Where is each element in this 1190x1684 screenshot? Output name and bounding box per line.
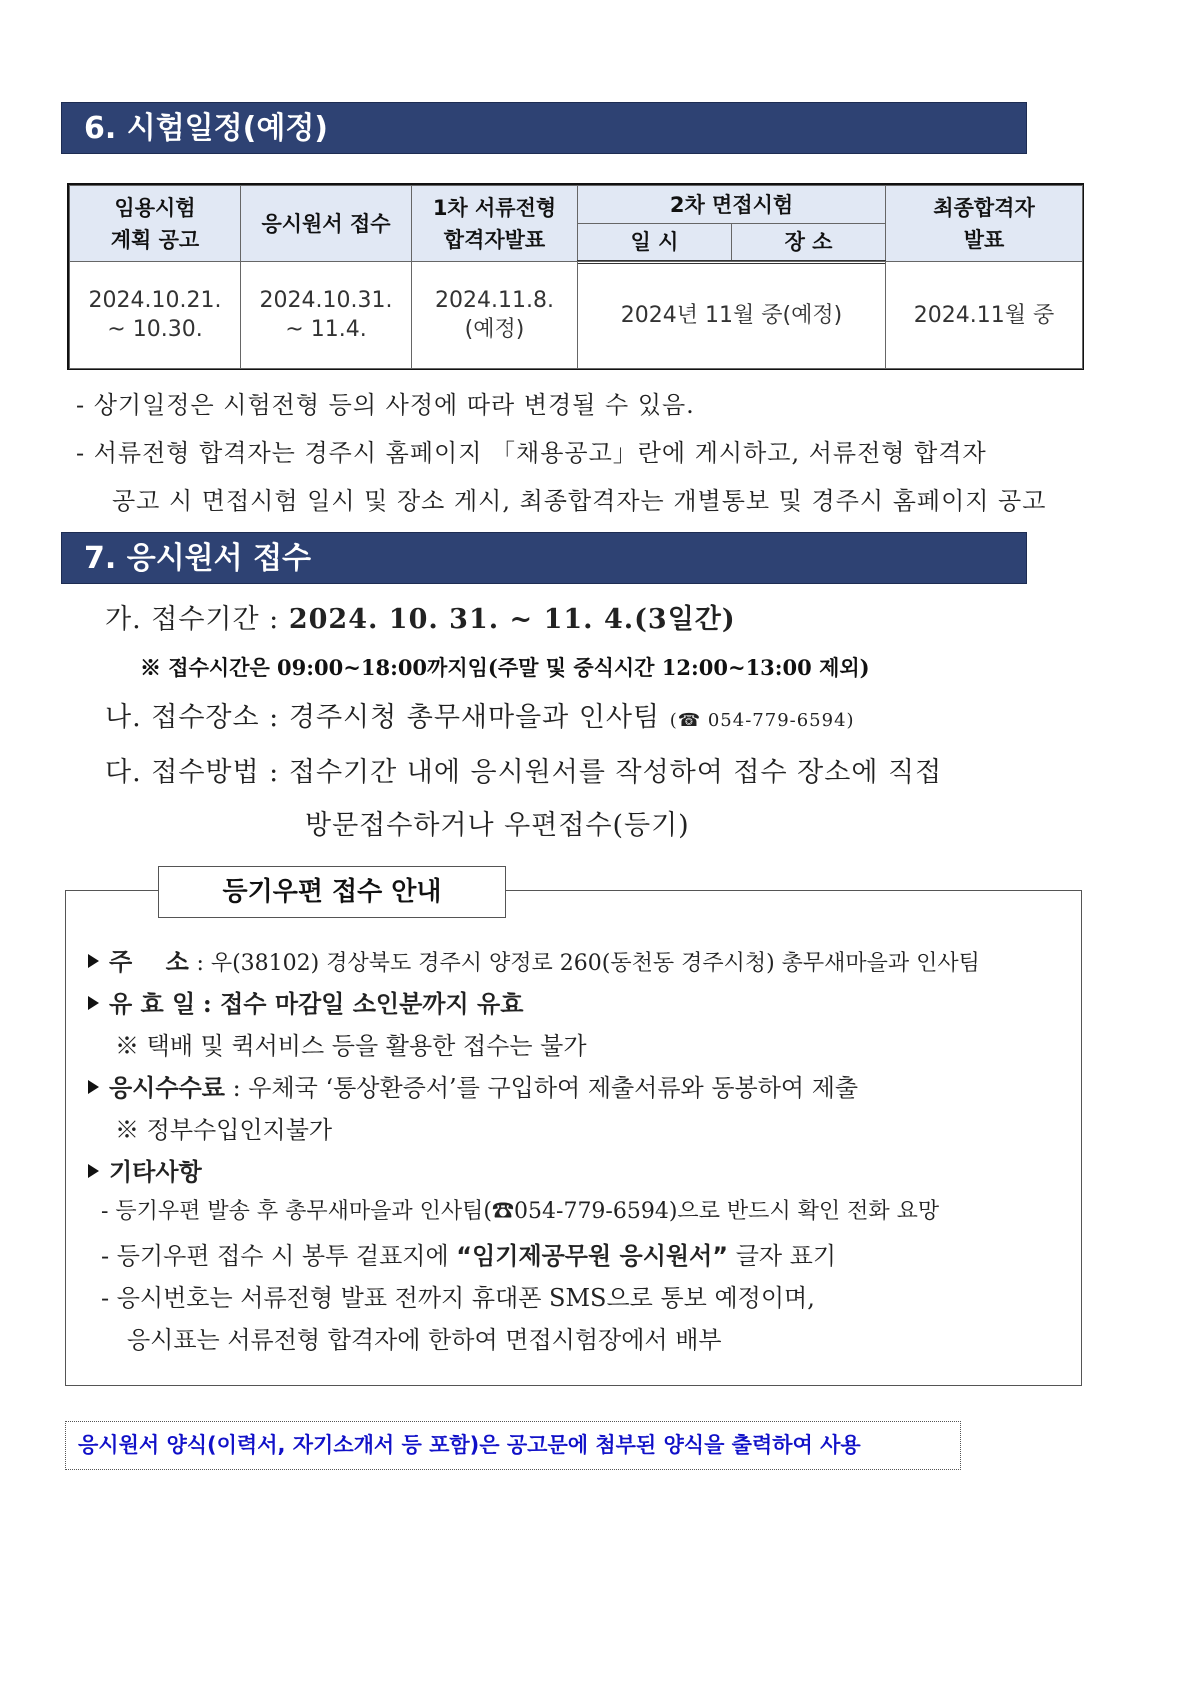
mail-etc-4: 응시표는 서류전형 합격자에 한하여 면접시험장에서 배부 <box>127 1326 722 1354</box>
schedule-note-1: - 상기일정은 시험전형 등의 사정에 따라 변경될 수 있음. <box>76 391 695 419</box>
triangle-bullet-icon <box>88 1164 99 1178</box>
receipt-place-label: 나. 접수장소 : <box>105 702 280 733</box>
receipt-period-label: 가. 접수기간 : <box>105 604 280 635</box>
header-application-receipt: 응시원서 접수 <box>241 186 412 262</box>
cell-interview: 2024년 11월 중(예정) <box>578 262 886 369</box>
mail-fee-note: ※ 정부수입인지불가 <box>115 1116 333 1144</box>
cell-final-result: 2024.11월 중 <box>886 262 1083 369</box>
schedule-table <box>67 183 1084 370</box>
mail-address <box>88 942 980 977</box>
mail-valid-label: 유 효 일 <box>109 990 196 1018</box>
mail-fee-value: : 우체국 ‘통상환증서’를 구입하여 제출서류와 동봉하여 제출 <box>232 1074 859 1102</box>
section-6-title-bar <box>61 102 1027 154</box>
triangle-bullet-icon <box>88 954 99 968</box>
mail-etc-2-emphasis: “임기제공무원 응시원서” <box>456 1242 729 1270</box>
mail-etc-2-suffix: 글자 표기 <box>735 1242 837 1270</box>
receipt-place-phone: (☎ 054-779-6594) <box>669 710 855 731</box>
receipt-method-line2: 방문접수하거나 우편접수(등기) <box>305 810 690 841</box>
mail-fee-label: 응시수수료 <box>109 1074 225 1102</box>
receipt-time-note: ※ 접수시간은 09:00~18:00까지임(주말 및 중식시간 12:00~13:00 제외) <box>140 655 870 680</box>
receipt-method-line1: 접수기간 내에 응시원서를 작성하여 접수 장소에 직접 <box>288 757 943 788</box>
table-row <box>70 262 1083 369</box>
header-interview: 2차 면접시험 <box>578 186 886 224</box>
mail-etc-label: 기타사항 <box>109 1158 202 1186</box>
section-7-title: 7. 응시원서 접수 <box>84 541 312 576</box>
section-7-title-bar <box>61 532 1027 584</box>
cell-application-receipt: 2024.10.31. ~ 11.4. <box>241 262 412 369</box>
receipt-period-value: 2024. 10. 31. ~ 11. 4.(3일간) <box>288 604 736 635</box>
receipt-method-label: 다. 접수방법 : <box>105 757 280 788</box>
registered-mail-box-title: 등기우편 접수 안내 <box>158 866 506 918</box>
mail-etc-2 <box>101 1236 836 1271</box>
receipt-place <box>105 695 855 734</box>
application-form-note: 응시원서 양식(이력서, 자기소개서 등 포함)은 공고문에 첨부된 양식을 출력하여 사용 <box>65 1421 961 1470</box>
section-6-title: 6. 시험일정(예정) <box>84 111 329 146</box>
mail-etc <box>88 1152 202 1187</box>
mail-valid-note: ※ 택배 및 퀵서비스 등을 활용한 접수는 불가 <box>115 1032 587 1060</box>
header-final-result: 최종합격자 발표 <box>886 186 1083 262</box>
mail-etc-3: - 응시번호는 서류전형 발표 전까지 휴대폰 SMS으로 통보 예정이며, <box>101 1284 815 1312</box>
schedule-note-3: 공고 시 면접시험 일시 및 장소 게시, 최종합격자는 개별통보 및 경주시 홈페이지 공고 <box>112 487 1047 515</box>
cell-recruitment-notice: 2024.10.21. ~ 10.30. <box>70 262 241 369</box>
triangle-bullet-icon <box>88 996 99 1010</box>
header-recruitment-notice: 임용시험 계획 공고 <box>70 186 241 262</box>
receipt-period <box>105 597 736 636</box>
mail-address-value: : 우(38102) 경상북도 경주시 양정로 260(동천동 경주시청) 총무새마을과 인사팀 <box>196 951 980 976</box>
mail-etc-2-prefix: - 등기우편 접수 시 봉투 겉표지에 <box>101 1242 449 1270</box>
header-interview-datetime: 일 시 <box>578 224 732 262</box>
mail-fee <box>88 1068 858 1103</box>
mail-valid-date <box>88 984 523 1019</box>
receipt-method <box>105 750 942 789</box>
cell-document-result: 2024.11.8. (예정) <box>412 262 578 369</box>
triangle-bullet-icon <box>88 1080 99 1094</box>
header-interview-place: 장 소 <box>732 224 886 262</box>
receipt-place-value: 경주시청 총무새마을과 인사팀 <box>288 702 661 733</box>
schedule-note-2: - 서류전형 합격자는 경주시 홈페이지 「채용공고」란에 게시하고, 서류전형 합격자 <box>76 439 987 467</box>
header-document-result: 1차 서류전형 합격자발표 <box>412 186 578 262</box>
mail-etc-1: - 등기우편 발송 후 총무새마을과 인사팀(☎054-779-6594)으로 반드시 확인 전화 요망 <box>101 1199 940 1224</box>
mail-valid-value: : 접수 마감일 소인분까지 유효 <box>202 989 524 1018</box>
mail-address-label: 주 소 <box>109 948 189 976</box>
